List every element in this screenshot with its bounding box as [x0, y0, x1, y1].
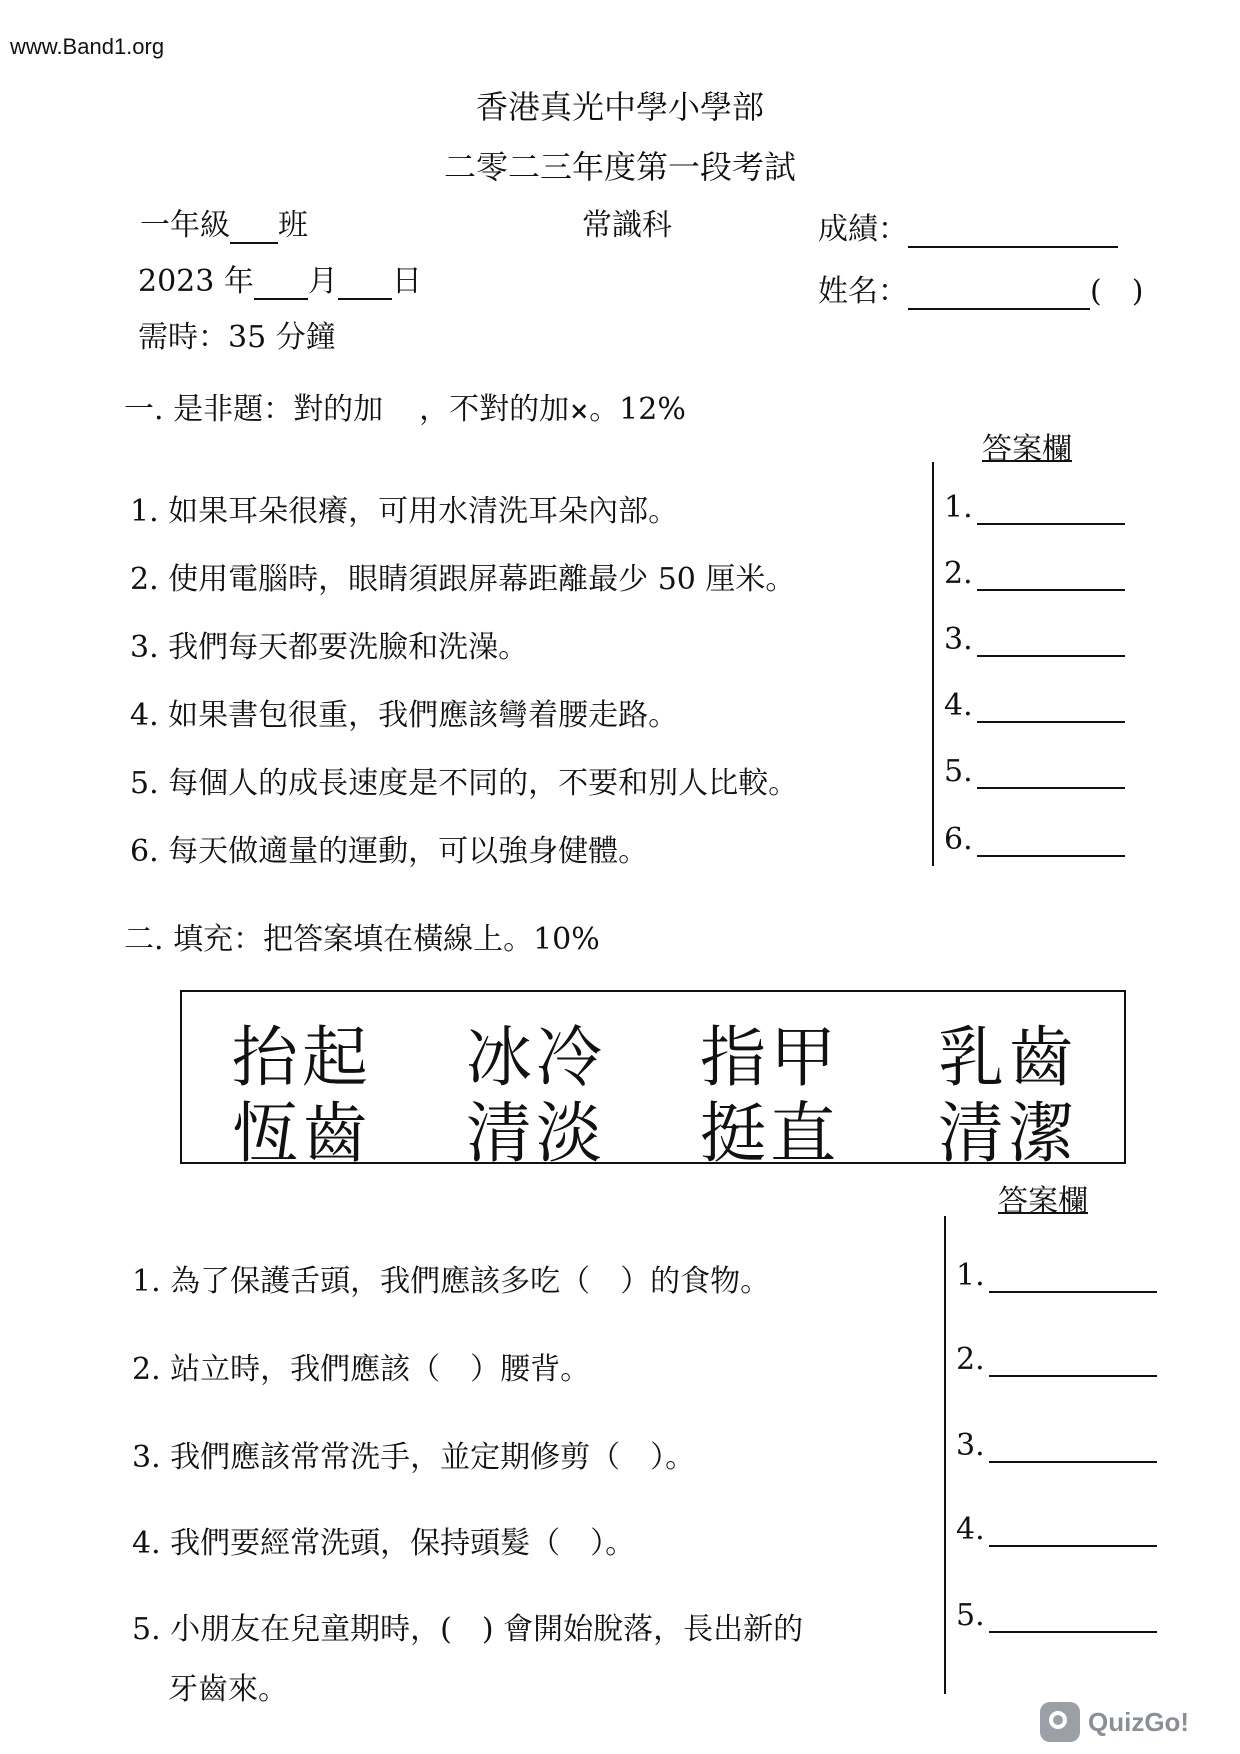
word-bank-item: 挺直	[700, 1095, 840, 1172]
grade-class-field	[140, 200, 308, 244]
year-label: 2023 年	[138, 264, 254, 299]
tf-answer-line[interactable]	[944, 822, 1125, 857]
score-field	[818, 204, 1118, 248]
word-bank-item: 抬起	[232, 1019, 372, 1096]
answer-blank[interactable]	[977, 563, 1125, 591]
answer-number: 2.	[944, 556, 973, 591]
section1-answer-title: 答案欄	[982, 432, 1072, 467]
word-bank-item: 清潔	[938, 1095, 1078, 1172]
tf-answer-line[interactable]	[944, 688, 1125, 723]
tf-question: 2. 使用電腦時，眼睛須跟屏幕距離最少 50 厘米。	[130, 562, 796, 597]
answer-number: 2.	[956, 1342, 985, 1377]
word-bank-item: 乳齒	[938, 1019, 1078, 1096]
section1-title-a: 一. 是非題：對的加	[124, 392, 384, 427]
fill-answer-line[interactable]	[956, 1598, 1157, 1633]
score-blank	[908, 218, 1118, 248]
answer-blank[interactable]	[989, 1349, 1157, 1377]
word-bank-item: 冰冷	[466, 1019, 606, 1096]
date-field	[138, 256, 422, 300]
score-label: 成績：	[818, 212, 908, 247]
fill-question-continuation: 牙齒來。	[168, 1672, 288, 1707]
answer-blank[interactable]	[977, 829, 1125, 857]
tf-question: 4. 如果書包很重，我們應該彎着腰走路。	[130, 698, 679, 733]
section2-answer-divider	[944, 1216, 946, 1694]
section1-answer-divider	[932, 462, 934, 866]
month-label: 月	[307, 264, 338, 299]
exam-title: 二零二三年度第一段考試	[443, 148, 796, 186]
answer-number: 3.	[944, 622, 973, 657]
day-blank	[338, 270, 392, 300]
tf-question: 6. 每天做適量的運動，可以強身健體。	[130, 834, 649, 869]
answer-blank[interactable]	[977, 695, 1125, 723]
answer-number: 1.	[956, 1258, 985, 1293]
fill-question: 1. 為了保護舌頭，我們應該多吃（ ）的食物。	[132, 1264, 771, 1299]
section1-title-b: ，不對的加	[419, 392, 570, 427]
fill-answer-line[interactable]	[956, 1512, 1157, 1547]
answer-blank[interactable]	[977, 629, 1125, 657]
tf-question: 3. 我們每天都要洗臉和洗澡。	[130, 630, 529, 665]
word-bank-item: 指甲	[700, 1019, 840, 1096]
answer-number: 1.	[944, 490, 973, 525]
answer-number: 4.	[956, 1512, 985, 1547]
word-bank-item: 清淡	[466, 1095, 606, 1172]
tf-answer-line[interactable]	[944, 490, 1125, 525]
answer-number: 3.	[956, 1428, 985, 1463]
cross-icon: ×	[569, 396, 590, 425]
month-blank	[254, 270, 308, 300]
duration-label: 需時：35 分鐘	[138, 320, 336, 355]
answer-blank[interactable]	[989, 1435, 1157, 1463]
section2-answer-title: 答案欄	[998, 1184, 1088, 1219]
fill-answer-line[interactable]	[956, 1258, 1157, 1293]
name-field	[818, 266, 1143, 310]
subject-label: 常識科	[582, 208, 672, 243]
answer-blank[interactable]	[977, 761, 1125, 789]
fill-answer-line[interactable]	[956, 1342, 1157, 1377]
class-blank	[230, 214, 278, 244]
answer-blank[interactable]	[989, 1265, 1157, 1293]
answer-blank[interactable]	[989, 1519, 1157, 1547]
tf-answer-line[interactable]	[944, 754, 1125, 789]
quizgo-icon	[1040, 1702, 1080, 1742]
day-label: 日	[391, 264, 422, 299]
answer-blank[interactable]	[977, 497, 1125, 525]
school-title: 香港真光中學小學部	[475, 88, 764, 126]
class-number-paren: ( )	[1090, 274, 1144, 309]
answer-number: 5.	[944, 754, 973, 789]
word-bank-box	[180, 990, 1126, 1172]
word-bank-item: 恆齒	[232, 1095, 372, 1172]
name-label: 姓名：	[818, 274, 908, 309]
fill-question: 2. 站立時，我們應該（ ）腰背。	[132, 1352, 591, 1387]
fill-question: 4. 我們要經常洗頭，保持頭髮（ ）。	[132, 1526, 636, 1561]
answer-blank[interactable]	[989, 1605, 1157, 1633]
grade-prefix: 一年級	[140, 208, 230, 243]
name-blank	[908, 280, 1090, 310]
quizgo-logo-text: QuizGo!	[1088, 1706, 1190, 1737]
tf-answer-line[interactable]	[944, 622, 1125, 657]
answer-number: 4.	[944, 688, 973, 723]
fill-question: 5. 小朋友在兒童期時，( ) 會開始脫落，長出新的	[132, 1612, 804, 1647]
section2-title: 二. 填充：把答案填在橫線上。10%	[124, 922, 600, 957]
section1-title-c: 。12%	[589, 392, 686, 427]
answer-number: 6.	[944, 822, 973, 857]
answer-number: 5.	[956, 1598, 985, 1633]
tf-question: 1. 如果耳朵很癢，可用水清洗耳朵內部。	[130, 494, 679, 529]
grade-suffix: 班	[278, 208, 308, 243]
source-url: www.Band1.org	[10, 34, 165, 59]
quizgo-logo	[1040, 1702, 1189, 1742]
tf-answer-line[interactable]	[944, 556, 1125, 591]
fill-question: 3. 我們應該常常洗手，並定期修剪（ ）。	[132, 1440, 696, 1475]
fill-answer-line[interactable]	[956, 1428, 1157, 1463]
section1-title	[124, 384, 686, 428]
tf-question: 5. 每個人的成長速度是不同的，不要和別人比較。	[130, 766, 799, 801]
